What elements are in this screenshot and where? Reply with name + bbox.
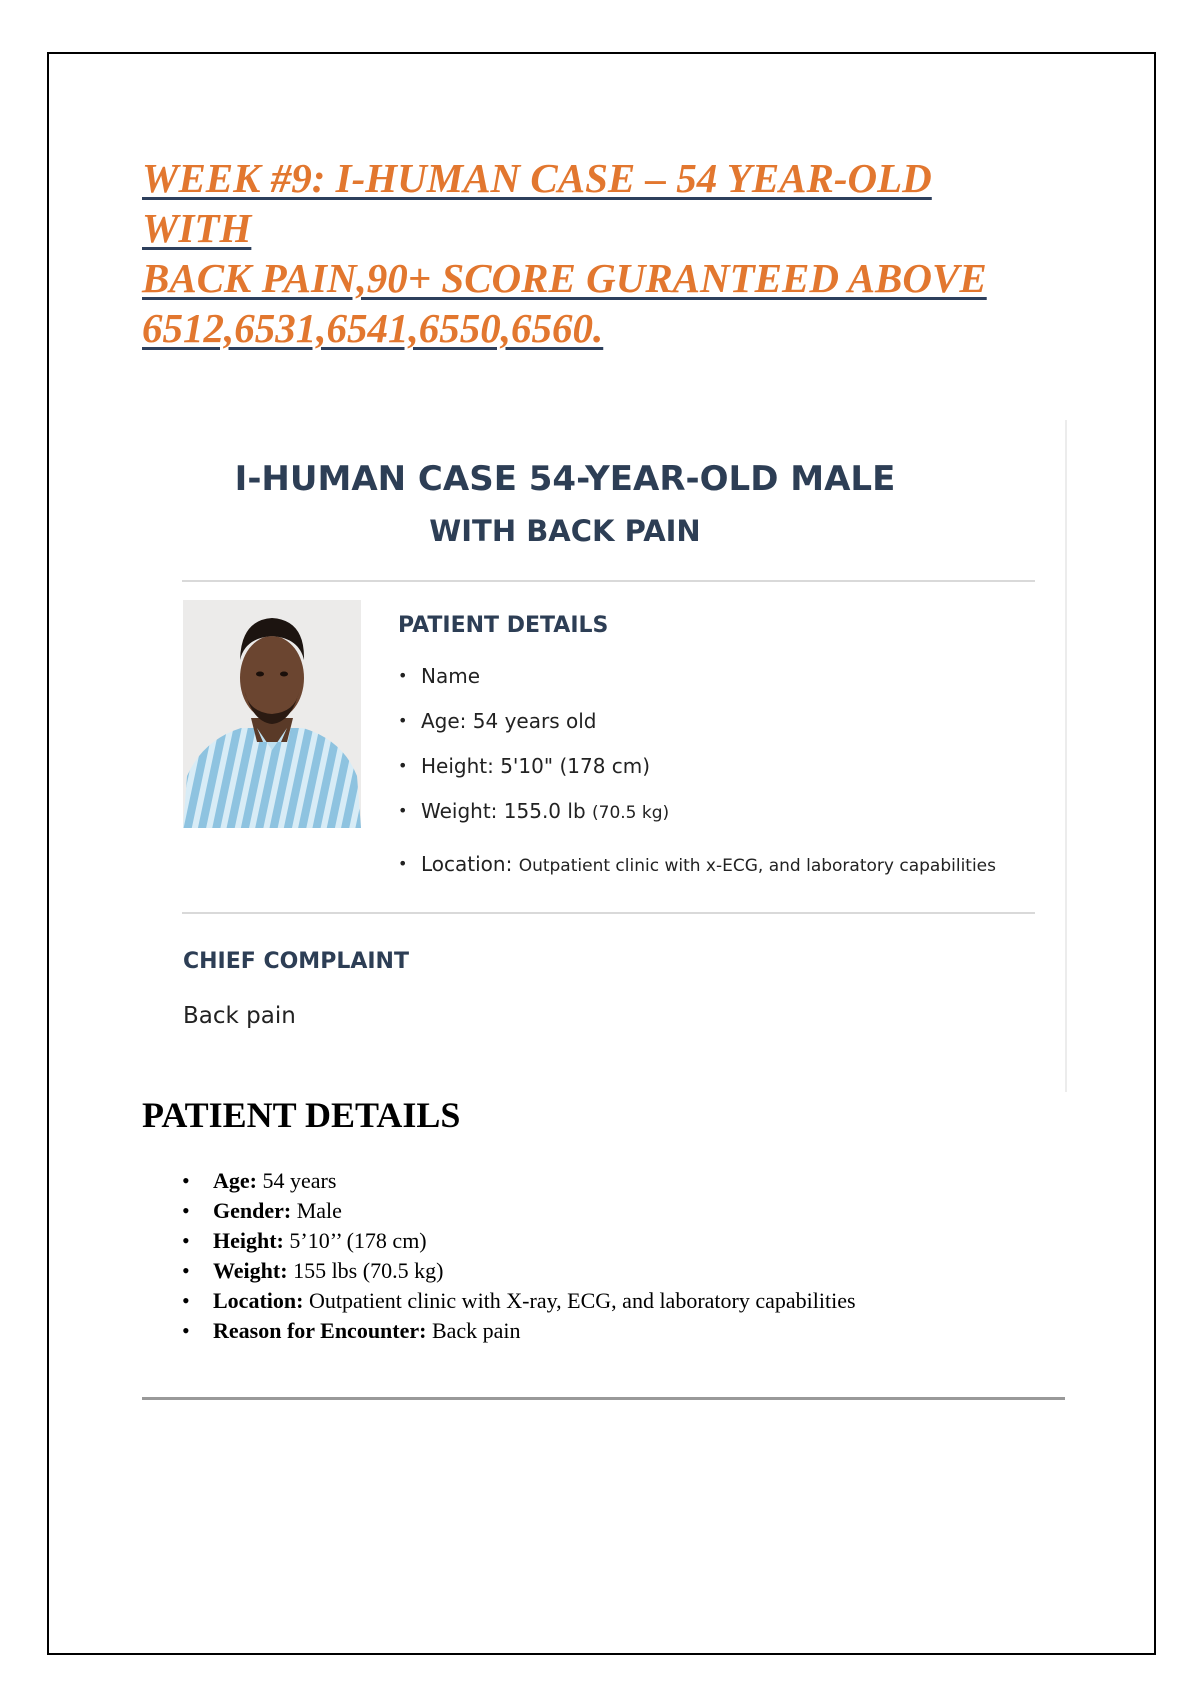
detail-label: Location: — [213, 1288, 304, 1313]
detail-value: 155 lbs (70.5 kg) — [293, 1258, 444, 1283]
detail-value: 54 years — [262, 1168, 337, 1193]
list-item — [182, 1166, 856, 1196]
card-detail-weight-text: Weight: 155.0 lb — [421, 799, 586, 823]
patient-details-heading: PATIENT DETAILS — [142, 1095, 461, 1135]
title-line-1: WEEK #9: I-HUMAN CASE – 54 YEAR-OLD WITH — [142, 155, 932, 251]
card-detail-location-value: Outpatient clinic with x-ECG, and laboratory capabilities — [518, 856, 996, 876]
list-item — [182, 1196, 856, 1226]
list-item — [182, 1286, 856, 1316]
detail-label: Weight: — [213, 1258, 288, 1283]
detail-label: Age: — [213, 1168, 257, 1193]
detail-label: Reason for Encounter: — [213, 1318, 427, 1343]
card-detail-age-text: Age: 54 years old — [421, 709, 597, 733]
document-title — [142, 153, 1042, 353]
title-line-3: 6512,6531,6541,6550,6560. — [142, 305, 604, 351]
detail-value: Back pain — [431, 1318, 521, 1343]
patient-photo — [183, 600, 361, 828]
title-line-2: BACK PAIN,90+ SCORE GURANTEED ABOVE — [142, 255, 987, 301]
card-detail-name-text: Name — [421, 664, 481, 688]
card-detail-name — [395, 662, 996, 707]
detail-value: 5’10’’ (178 cm) — [289, 1228, 427, 1253]
list-item — [182, 1226, 856, 1256]
card-details-list — [395, 662, 996, 895]
list-item — [182, 1256, 856, 1286]
patient-photo-icon — [183, 600, 361, 828]
detail-value: Outpatient clinic with X-ray, ECG, and laboratory capabilities — [308, 1288, 856, 1313]
chief-complaint-text: Back pain — [183, 1003, 296, 1029]
card-detail-weight — [395, 797, 996, 842]
card-detail-location-label: Location: — [421, 852, 513, 876]
detail-label: Gender: — [213, 1198, 292, 1223]
detail-value: Male — [296, 1198, 342, 1223]
card-detail-height — [395, 752, 996, 797]
detail-label: Height: — [213, 1228, 284, 1253]
card-subtitle: WITH BACK PAIN — [429, 514, 701, 548]
card-detail-age — [395, 707, 996, 752]
card-divider-top — [182, 580, 1035, 582]
horizontal-rule — [142, 1397, 1065, 1400]
card-title: I-HUMAN CASE 54-YEAR-OLD MALE — [234, 459, 896, 499]
case-card-image — [175, 420, 1067, 1092]
card-divider-bottom — [182, 912, 1035, 914]
chief-complaint-heading: CHIEF COMPLAINT — [183, 949, 409, 974]
card-details-heading: PATIENT DETAILS — [398, 613, 609, 638]
card-detail-weight-metric: (70.5 kg) — [592, 803, 670, 823]
card-detail-height-text: Height: 5'10" (178 cm) — [421, 754, 651, 778]
card-detail-location — [395, 850, 996, 895]
list-item — [182, 1316, 856, 1346]
patient-details-list — [182, 1166, 856, 1346]
